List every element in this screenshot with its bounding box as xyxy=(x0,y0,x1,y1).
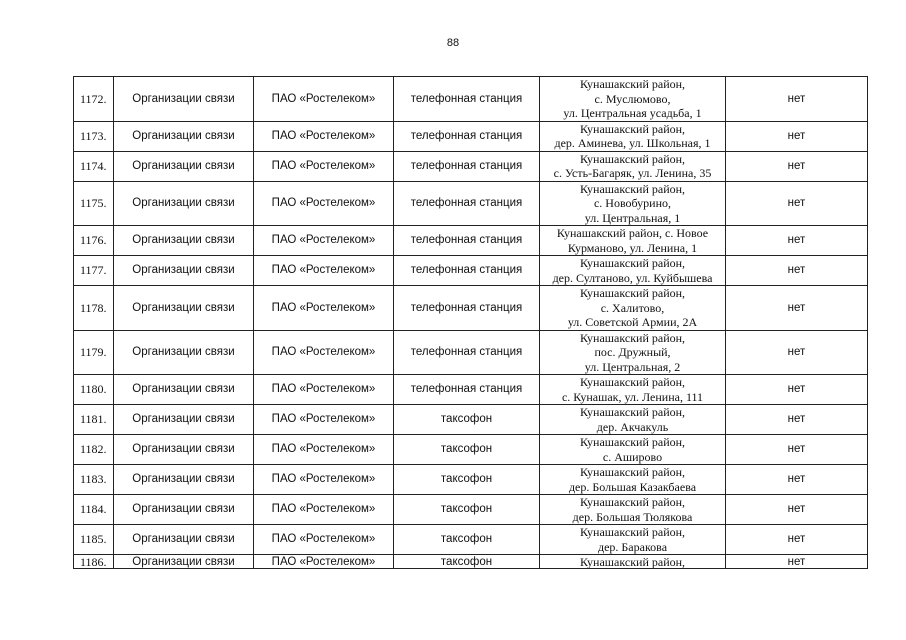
row-number-cell: 1177. xyxy=(74,256,114,286)
address-line: ул. Советской Армии, 2А xyxy=(567,315,698,329)
address-line: Кунашакский район, с. Новое xyxy=(556,226,709,240)
object-type-cell: таксофон xyxy=(394,435,540,465)
value-cell: нет xyxy=(726,435,868,465)
object-type-cell: телефонная станция xyxy=(394,77,540,122)
address-cell xyxy=(540,465,726,495)
object-type-cell: таксофон xyxy=(394,465,540,495)
address-cell xyxy=(540,181,726,226)
row-number-cell: 1185. xyxy=(74,525,114,555)
address-line: Кунашакский район, xyxy=(579,151,686,166)
organization-cell: ПАО «Ростелеком» xyxy=(254,525,394,555)
address-cell xyxy=(540,555,726,569)
organization-cell: ПАО «Ростелеком» xyxy=(254,226,394,256)
row-number-cell: 1176. xyxy=(74,226,114,256)
organization-cell: ПАО «Ростелеком» xyxy=(254,77,394,122)
row-number-cell: 1180. xyxy=(74,375,114,405)
address-line: Кунашакский район, xyxy=(579,525,686,539)
address-line: Курманово, ул. Ленина, 1 xyxy=(567,240,698,255)
value-cell: нет xyxy=(726,77,868,122)
address-line: Кунашакский район, xyxy=(579,465,686,479)
value-cell: нет xyxy=(726,330,868,375)
object-type-cell: таксофон xyxy=(394,495,540,525)
category-cell: Организации связи xyxy=(114,405,254,435)
address-line: ул. Центральная, 2 xyxy=(584,359,681,374)
value-cell: нет xyxy=(726,256,868,286)
address-line: дер. Большая Тюлякова xyxy=(572,509,693,524)
organization-cell: ПАО «Ростелеком» xyxy=(254,151,394,181)
row-number-cell: 1172. xyxy=(74,77,114,122)
address-line: дер. Аминева, ул. Школьная, 1 xyxy=(554,136,711,150)
value-cell: нет xyxy=(726,555,868,569)
value-cell: нет xyxy=(726,181,868,226)
category-cell: Организации связи xyxy=(114,256,254,286)
address-line: дер. Большая Казакбаева xyxy=(568,479,697,494)
category-cell: Организации связи xyxy=(114,286,254,331)
address-cell xyxy=(540,226,726,256)
table-row xyxy=(74,226,868,256)
organization-cell: ПАО «Ростелеком» xyxy=(254,465,394,495)
table-row xyxy=(74,151,868,181)
address-line: с. Кунашак, ул. Ленина, 111 xyxy=(561,389,704,404)
category-cell: Организации связи xyxy=(114,525,254,555)
table-row xyxy=(74,286,868,331)
table-body xyxy=(74,77,868,569)
table-row xyxy=(74,256,868,286)
organization-cell: ПАО «Ростелеком» xyxy=(254,330,394,375)
object-type-cell: телефонная станция xyxy=(394,121,540,151)
table-row xyxy=(74,77,868,122)
address-line: Кунашакский район, xyxy=(579,435,686,449)
address-line: Кунашакский район, xyxy=(579,554,686,569)
address-line: пос. Дружный, xyxy=(594,345,671,359)
address-cell xyxy=(540,256,726,286)
organization-cell: ПАО «Ростелеком» xyxy=(254,181,394,226)
address-cell xyxy=(540,435,726,465)
address-line: Кунашакский район, xyxy=(579,286,686,300)
category-cell: Организации связи xyxy=(114,465,254,495)
address-line: Кунашакский район, xyxy=(579,256,686,270)
address-cell xyxy=(540,286,726,331)
table-row xyxy=(74,435,868,465)
registry-table xyxy=(73,76,868,569)
category-cell: Организации связи xyxy=(114,226,254,256)
row-number-cell: 1181. xyxy=(74,405,114,435)
table-row xyxy=(74,495,868,525)
object-type-cell: телефонная станция xyxy=(394,226,540,256)
object-type-cell: телефонная станция xyxy=(394,181,540,226)
address-cell xyxy=(540,405,726,435)
organization-cell: ПАО «Ростелеком» xyxy=(254,435,394,465)
value-cell: нет xyxy=(726,151,868,181)
value-cell: нет xyxy=(726,525,868,555)
address-line: Кунашакский район, xyxy=(579,77,686,91)
row-number-cell: 1182. xyxy=(74,435,114,465)
category-cell: Организации связи xyxy=(114,375,254,405)
table-row xyxy=(74,375,868,405)
address-line: ул. Центральная, 1 xyxy=(584,210,681,225)
page-number: 88 xyxy=(446,37,460,49)
address-line: ул. Центральная усадьба, 1 xyxy=(563,106,702,120)
row-number-cell: 1173. xyxy=(74,121,114,151)
table-row xyxy=(74,405,868,435)
object-type-cell: телефонная станция xyxy=(394,375,540,405)
address-cell xyxy=(540,495,726,525)
category-cell: Организации связи xyxy=(114,495,254,525)
address-line: дер. Султаново, ул. Куйбышева xyxy=(552,270,713,285)
category-cell: Организации связи xyxy=(114,121,254,151)
address-cell xyxy=(540,121,726,151)
table-row xyxy=(74,330,868,375)
organization-cell: ПАО «Ростелеком» xyxy=(254,555,394,569)
address-line: Кунашакский район, xyxy=(579,375,686,389)
value-cell: нет xyxy=(726,405,868,435)
address-cell xyxy=(540,525,726,555)
value-cell: нет xyxy=(726,286,868,331)
address-line: Кунашакский район, xyxy=(579,121,686,136)
row-number-cell: 1179. xyxy=(74,330,114,375)
table-row xyxy=(74,465,868,495)
table-row xyxy=(74,525,868,555)
table-row xyxy=(74,555,868,569)
row-number-cell: 1186. xyxy=(74,555,114,569)
row-number-cell: 1178. xyxy=(74,286,114,331)
address-cell xyxy=(540,151,726,181)
row-number-cell: 1175. xyxy=(74,181,114,226)
row-number-cell: 1183. xyxy=(74,465,114,495)
address-line: Кунашакский район, xyxy=(579,181,686,196)
address-cell xyxy=(540,375,726,405)
object-type-cell: таксофон xyxy=(394,555,540,569)
category-cell: Организации связи xyxy=(114,555,254,569)
organization-cell: ПАО «Ростелеком» xyxy=(254,405,394,435)
address-line: Кунашакский район, xyxy=(579,330,686,345)
value-cell: нет xyxy=(726,495,868,525)
category-cell: Организации связи xyxy=(114,330,254,375)
organization-cell: ПАО «Ростелеком» xyxy=(254,495,394,525)
object-type-cell: таксофон xyxy=(394,525,540,555)
address-line: Кунашакский район, xyxy=(579,495,686,509)
table-row xyxy=(74,121,868,151)
organization-cell: ПАО «Ростелеком» xyxy=(254,256,394,286)
address-cell xyxy=(540,330,726,375)
object-type-cell: телефонная станция xyxy=(394,330,540,375)
row-number-cell: 1174. xyxy=(74,151,114,181)
value-cell: нет xyxy=(726,465,868,495)
address-line: с. Новобурино, xyxy=(593,196,672,210)
object-type-cell: таксофон xyxy=(394,405,540,435)
object-type-cell: телефонная станция xyxy=(394,151,540,181)
object-type-cell: телефонная станция xyxy=(394,256,540,286)
address-line: Кунашакский район, xyxy=(579,405,686,419)
category-cell: Организации связи xyxy=(114,435,254,465)
address-line: с. Халитово, xyxy=(600,300,665,315)
address-cell xyxy=(540,77,726,122)
category-cell: Организации связи xyxy=(114,77,254,122)
address-line: дер. Баракова xyxy=(597,539,668,554)
row-number-cell: 1184. xyxy=(74,495,114,525)
object-type-cell: телефонная станция xyxy=(394,286,540,331)
category-cell: Организации связи xyxy=(114,151,254,181)
organization-cell: ПАО «Ростелеком» xyxy=(254,121,394,151)
address-line: с. Усть-Багаряк, ул. Ленина, 35 xyxy=(553,166,712,180)
address-line: с. Аширово xyxy=(602,449,663,464)
value-cell: нет xyxy=(726,375,868,405)
value-cell: нет xyxy=(726,121,868,151)
organization-cell: ПАО «Ростелеком» xyxy=(254,286,394,331)
organization-cell: ПАО «Ростелеком» xyxy=(254,375,394,405)
table-row xyxy=(74,181,868,226)
value-cell: нет xyxy=(726,226,868,256)
address-line: с. Муслюмово, xyxy=(594,91,671,106)
category-cell: Организации связи xyxy=(114,181,254,226)
address-line: дер. Акчакуль xyxy=(596,419,669,434)
